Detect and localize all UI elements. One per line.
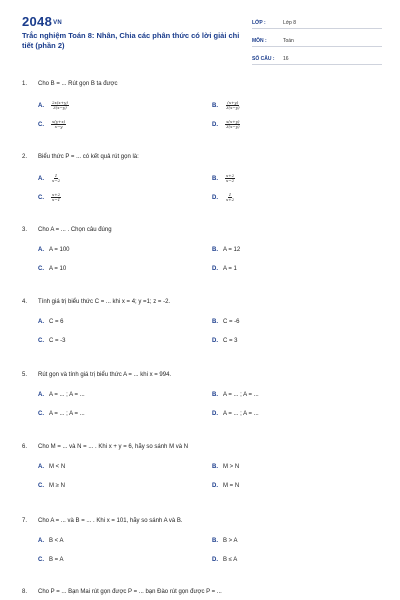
option-text: C = -6	[223, 319, 240, 325]
meta-info	[252, 14, 382, 68]
answer-option-a[interactable]	[38, 247, 70, 253]
option-letter: D.	[212, 557, 218, 563]
option-fraction: $\frac{x(y+x)}{x-y}$	[52, 119, 66, 129]
answer-option-a[interactable]	[38, 464, 65, 470]
answer-option-b[interactable]	[212, 538, 238, 544]
option-letter: B.	[212, 538, 218, 544]
logo-text: 2048	[22, 14, 53, 29]
answer-option-d[interactable]	[212, 266, 237, 272]
option-fraction: $\frac{2x(x+y)}{3(x-y)}$	[52, 100, 68, 110]
answer-option-c[interactable]	[38, 338, 66, 344]
option-letter: B.	[212, 392, 218, 398]
question-body: Cho A = ... và B = ... . Khi x = 101, hãy so sánh A và B.	[38, 518, 183, 524]
answer-option-d[interactable]	[212, 557, 237, 563]
option-letter: D.	[212, 483, 218, 489]
option-letter: C.	[38, 557, 44, 563]
question-text	[22, 80, 378, 88]
option-letter: D.	[212, 266, 218, 272]
question-2	[22, 153, 378, 161]
answer-option-b[interactable]	[212, 174, 237, 183]
answer-option-a[interactable]	[38, 174, 63, 183]
question-number: 5.	[22, 372, 28, 378]
answer-option-b[interactable]	[212, 247, 240, 253]
option-text: A = 12	[223, 247, 241, 253]
question-body: Cho P = ... Bạn Mai rút gọn được P = ... bạn Đào rút gọn được P = ...	[38, 589, 222, 595]
question-number: 3.	[22, 227, 28, 233]
question-body: Cho M = ... và N = ... . Khi x + y = 6, hãy so sánh M và N	[38, 444, 189, 450]
answer-option-b[interactable]	[212, 101, 243, 110]
option-letter: C.	[38, 266, 44, 272]
option-letter: A.	[38, 538, 44, 544]
option-text: A = 10	[49, 266, 67, 272]
question-text	[22, 153, 378, 161]
option-letter: C.	[38, 338, 44, 344]
option-letter: B.	[212, 102, 218, 109]
option-text: B > A	[223, 538, 238, 544]
question-body: Rút gọn và tính giá trị biểu thức A = ... khi x = 994.	[38, 372, 172, 378]
question-body: Tính giá trị biểu thức C = ... khi x = 4; y =1; z = -2.	[38, 299, 171, 305]
meta-key: MÔN :	[252, 38, 267, 44]
question-text	[22, 443, 378, 451]
option-letter: C.	[38, 121, 44, 128]
option-text: C = 6	[49, 319, 64, 325]
question-body: Biểu thức P = ... có kết quả rút gọn là:	[38, 154, 139, 160]
option-fraction: $\frac{1}{x-2}$	[52, 173, 61, 183]
option-fraction: $\frac{1}{x+2}$	[226, 192, 235, 202]
question-number: 6.	[22, 444, 28, 450]
option-fraction: $\frac{x+2}{x-1}$	[52, 192, 61, 202]
answer-option-c[interactable]	[38, 193, 63, 202]
question-3	[22, 226, 378, 234]
option-text: B ≤ A	[223, 557, 238, 563]
option-letter: A.	[38, 392, 44, 398]
question-number: 4.	[22, 299, 28, 305]
meta-row-class	[252, 14, 382, 29]
answer-option-a[interactable]	[38, 101, 71, 110]
question-number: 1.	[22, 81, 28, 87]
option-fraction: $\frac{x+2}{x-2}$	[226, 173, 235, 183]
option-text: A = 1	[223, 266, 237, 272]
meta-key: SỐ CÂU :	[252, 56, 275, 62]
option-text: M = N	[223, 483, 240, 489]
question-body: Cho B = ... Rút gọn B ta được	[38, 81, 118, 87]
question-7	[22, 517, 378, 525]
option-letter: C.	[38, 411, 44, 417]
question-body: Cho A = ... . Chọn câu đúng	[38, 227, 112, 233]
option-letter: A.	[38, 175, 44, 182]
question-number: 2.	[22, 154, 28, 160]
question-8	[22, 588, 378, 596]
page-title: Trắc nghiệm Toán 8: Nhân, Chia các phân thức có lời giải chi tiết (phần 2)	[22, 31, 240, 50]
answer-option-d[interactable]	[212, 338, 238, 344]
option-text: A = ... ; A = ...	[49, 411, 85, 417]
answer-option-d[interactable]	[212, 411, 259, 417]
option-fraction: $\frac{x(x+y)}{3(x-y)}$	[226, 119, 240, 129]
question-6	[22, 443, 378, 451]
answer-option-c[interactable]	[38, 266, 66, 272]
option-letter: D.	[212, 338, 218, 344]
option-letter: A.	[38, 247, 44, 253]
option-text: C = 3	[223, 338, 238, 344]
answer-option-c[interactable]	[38, 483, 65, 489]
question-text	[22, 588, 378, 596]
option-letter: C.	[38, 194, 44, 201]
option-letter: A.	[38, 319, 44, 325]
option-letter: D.	[212, 411, 218, 417]
answer-option-c[interactable]	[38, 557, 64, 563]
answer-option-d[interactable]	[212, 120, 243, 129]
answer-option-c[interactable]	[38, 411, 85, 417]
option-text: C = -3	[49, 338, 66, 344]
question-number: 8.	[22, 589, 28, 595]
answer-option-d[interactable]	[212, 483, 239, 489]
logo[interactable]	[22, 14, 62, 29]
meta-value: Toán	[283, 38, 294, 44]
option-text: M < N	[49, 464, 66, 470]
meta-value: Lớp 8	[283, 20, 297, 26]
option-letter: D.	[212, 121, 218, 128]
option-text: M > N	[223, 464, 240, 470]
question-text	[22, 371, 378, 379]
option-text: A = ... ; A = ...	[223, 411, 259, 417]
meta-row-count	[252, 50, 382, 65]
answer-option-a[interactable]	[38, 319, 64, 325]
answer-option-d[interactable]	[212, 193, 237, 202]
option-letter: C.	[38, 483, 44, 489]
option-letter: A.	[38, 102, 44, 109]
option-text: B < A	[49, 538, 64, 544]
meta-row-subject	[252, 32, 382, 47]
answer-option-c[interactable]	[38, 120, 68, 129]
question-4	[22, 298, 378, 306]
question-text	[22, 298, 378, 306]
answer-option-b[interactable]	[212, 464, 239, 470]
option-letter: D.	[212, 194, 218, 201]
question-5	[22, 371, 378, 379]
option-letter: B.	[212, 175, 218, 182]
option-text: B = A	[49, 557, 64, 563]
logo-suffix: VN	[53, 19, 63, 26]
question-text	[22, 226, 378, 234]
answer-option-b[interactable]	[212, 392, 259, 398]
option-letter: B.	[212, 464, 218, 470]
option-letter: B.	[212, 319, 218, 325]
question-1	[22, 80, 378, 88]
question-text	[22, 517, 378, 525]
answer-option-a[interactable]	[38, 392, 85, 398]
meta-key: LỚP :	[252, 20, 266, 26]
answer-option-b[interactable]	[212, 319, 240, 325]
answer-option-a[interactable]	[38, 538, 64, 544]
question-number: 7.	[22, 518, 28, 524]
option-text: M ≥ N	[49, 483, 65, 489]
option-letter: B.	[212, 247, 218, 253]
meta-value: 16	[283, 56, 289, 62]
option-fraction: $\frac{(x+y)}{3(x-y)}$	[226, 100, 240, 110]
option-text: A = ... ; A = ...	[223, 392, 259, 398]
option-letter: A.	[38, 464, 44, 470]
option-text: A = 100	[49, 247, 70, 253]
option-text: A = ... ; A = ...	[49, 392, 85, 398]
